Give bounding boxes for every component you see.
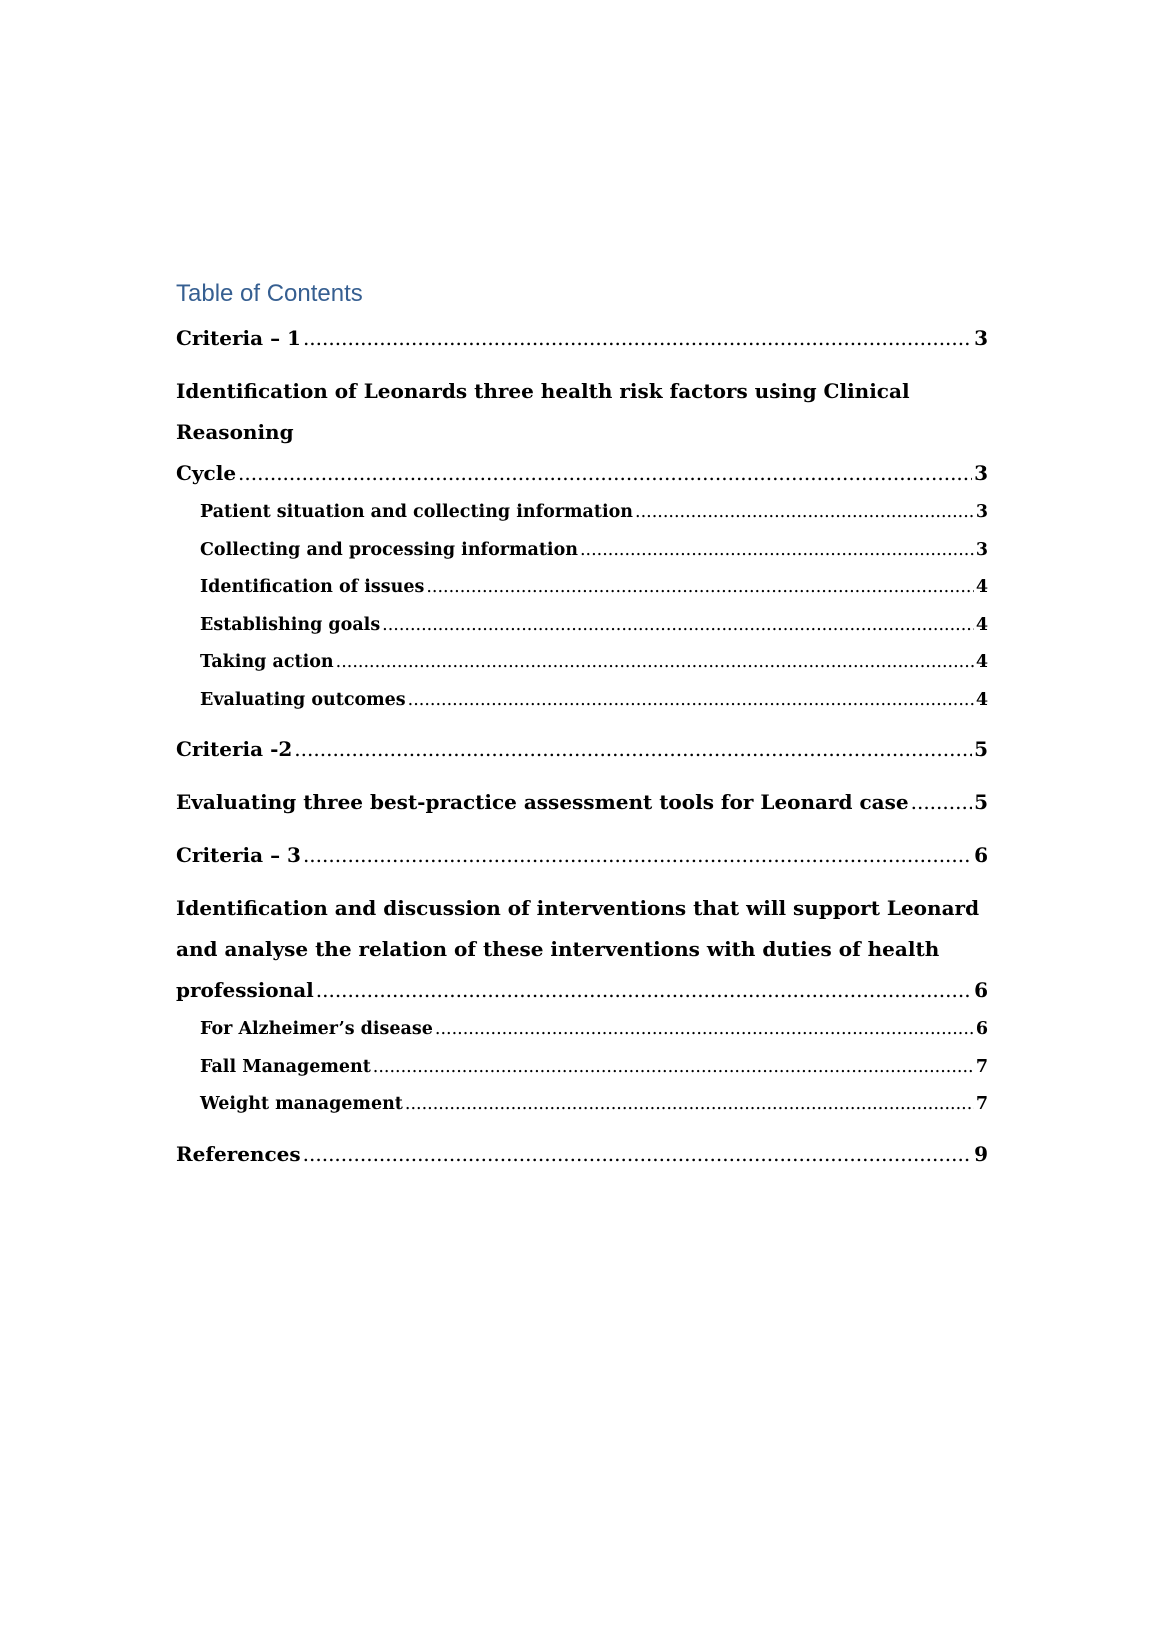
- toc-entry-page: 7: [975, 1056, 988, 1077]
- toc-entry-page: 6: [974, 978, 988, 1002]
- toc-entry-label: Evaluating three best-practice assessment tools for Leonard case: [176, 790, 909, 814]
- dot-leader: [408, 682, 974, 720]
- toc-entry-line: and analyse the relation of these interventions with duties of health: [176, 937, 940, 961]
- toc-entry-page: 4: [975, 614, 988, 635]
- dot-leader: [405, 1086, 974, 1124]
- toc-entry-label: Patient situation and collecting information: [200, 502, 634, 522]
- toc-entry-page: 3: [975, 502, 988, 522]
- toc-entry-page: 9: [974, 1141, 988, 1166]
- toc-entry-label: Fall Management: [200, 1056, 371, 1077]
- toc-entry-label: Criteria – 1: [176, 326, 301, 350]
- toc-entry-label: Collecting and processing information: [200, 539, 578, 560]
- dot-leader: [426, 569, 974, 607]
- toc-entry-page: 7: [975, 1094, 988, 1114]
- toc-entry-establishing-goals[interactable]: [176, 607, 988, 645]
- dot-leader: [303, 1134, 972, 1175]
- toc-entry-label: professional: [176, 978, 314, 1002]
- toc-entry-assessment-tools[interactable]: [176, 782, 988, 823]
- toc-entry-page: 5: [974, 737, 988, 761]
- toc-entry-line: Identification and discussion of interventions that will support Leonard: [176, 896, 980, 920]
- dot-leader: [303, 835, 972, 876]
- toc-entry-label: Evaluating outcomes: [200, 689, 406, 710]
- toc-entry-patient-situation[interactable]: [176, 494, 988, 532]
- toc-entry-page: 5: [974, 790, 988, 814]
- dot-leader: [336, 644, 974, 682]
- toc-entry-page: 4: [975, 689, 988, 710]
- toc-entry-page: 3: [975, 539, 988, 560]
- toc-entry-health-risk-factors[interactable]: [176, 371, 988, 494]
- toc-entry-page: 4: [975, 577, 988, 597]
- toc-entry-criteria-3[interactable]: [176, 835, 988, 876]
- toc-entry-alzheimers[interactable]: [176, 1011, 988, 1049]
- toc-entry-page: 6: [975, 1019, 988, 1039]
- dot-leader: [435, 1011, 974, 1049]
- toc-entry-evaluating-outcomes[interactable]: [176, 682, 988, 720]
- dot-leader: [294, 729, 972, 770]
- toc-entry-label: Taking action: [200, 652, 334, 672]
- toc-entry-taking-action[interactable]: [176, 644, 988, 682]
- toc-entry-identification-of-issues[interactable]: [176, 569, 988, 607]
- dot-leader: [911, 782, 972, 823]
- toc-entry-label: For Alzheimer’s disease: [200, 1019, 433, 1039]
- toc-entry-label: Identification of issues: [200, 577, 425, 597]
- toc-entry-collecting-processing[interactable]: [176, 532, 988, 570]
- toc-entry-page: 4: [975, 652, 988, 672]
- toc-entry-line: Identification of Leonards three health risk factors using Clinical Reasoning: [176, 379, 910, 444]
- toc-entry-fall-management[interactable]: [176, 1049, 988, 1087]
- toc-entry-page: 3: [974, 461, 988, 485]
- toc-entry-label: Cycle: [176, 461, 237, 485]
- toc-entry-label: Criteria – 3: [176, 843, 301, 867]
- toc-entry-label: Establishing goals: [200, 614, 381, 635]
- toc-entry-label: References: [176, 1141, 301, 1166]
- dot-leader: [382, 607, 974, 645]
- toc-entry-page: 6: [974, 843, 988, 867]
- toc-entry-label: Criteria -2: [176, 737, 293, 761]
- toc-entry-page: 3: [974, 326, 988, 350]
- dot-leader: [635, 494, 974, 532]
- dot-leader: [316, 970, 972, 1011]
- dot-leader: [580, 532, 974, 570]
- table-of-contents: [176, 274, 988, 1175]
- toc-entry-weight-management[interactable]: [176, 1086, 988, 1124]
- dot-leader: [238, 453, 972, 494]
- dot-leader: [373, 1049, 974, 1087]
- toc-entry-references[interactable]: [176, 1134, 988, 1175]
- toc-entry-criteria-1[interactable]: [176, 318, 988, 359]
- toc-title: Table of Contents: [176, 280, 363, 307]
- toc-entry-interventions[interactable]: [176, 888, 988, 1011]
- dot-leader: [303, 318, 972, 359]
- toc-entry-label: Weight management: [200, 1094, 403, 1114]
- toc-entry-criteria-2[interactable]: [176, 729, 988, 770]
